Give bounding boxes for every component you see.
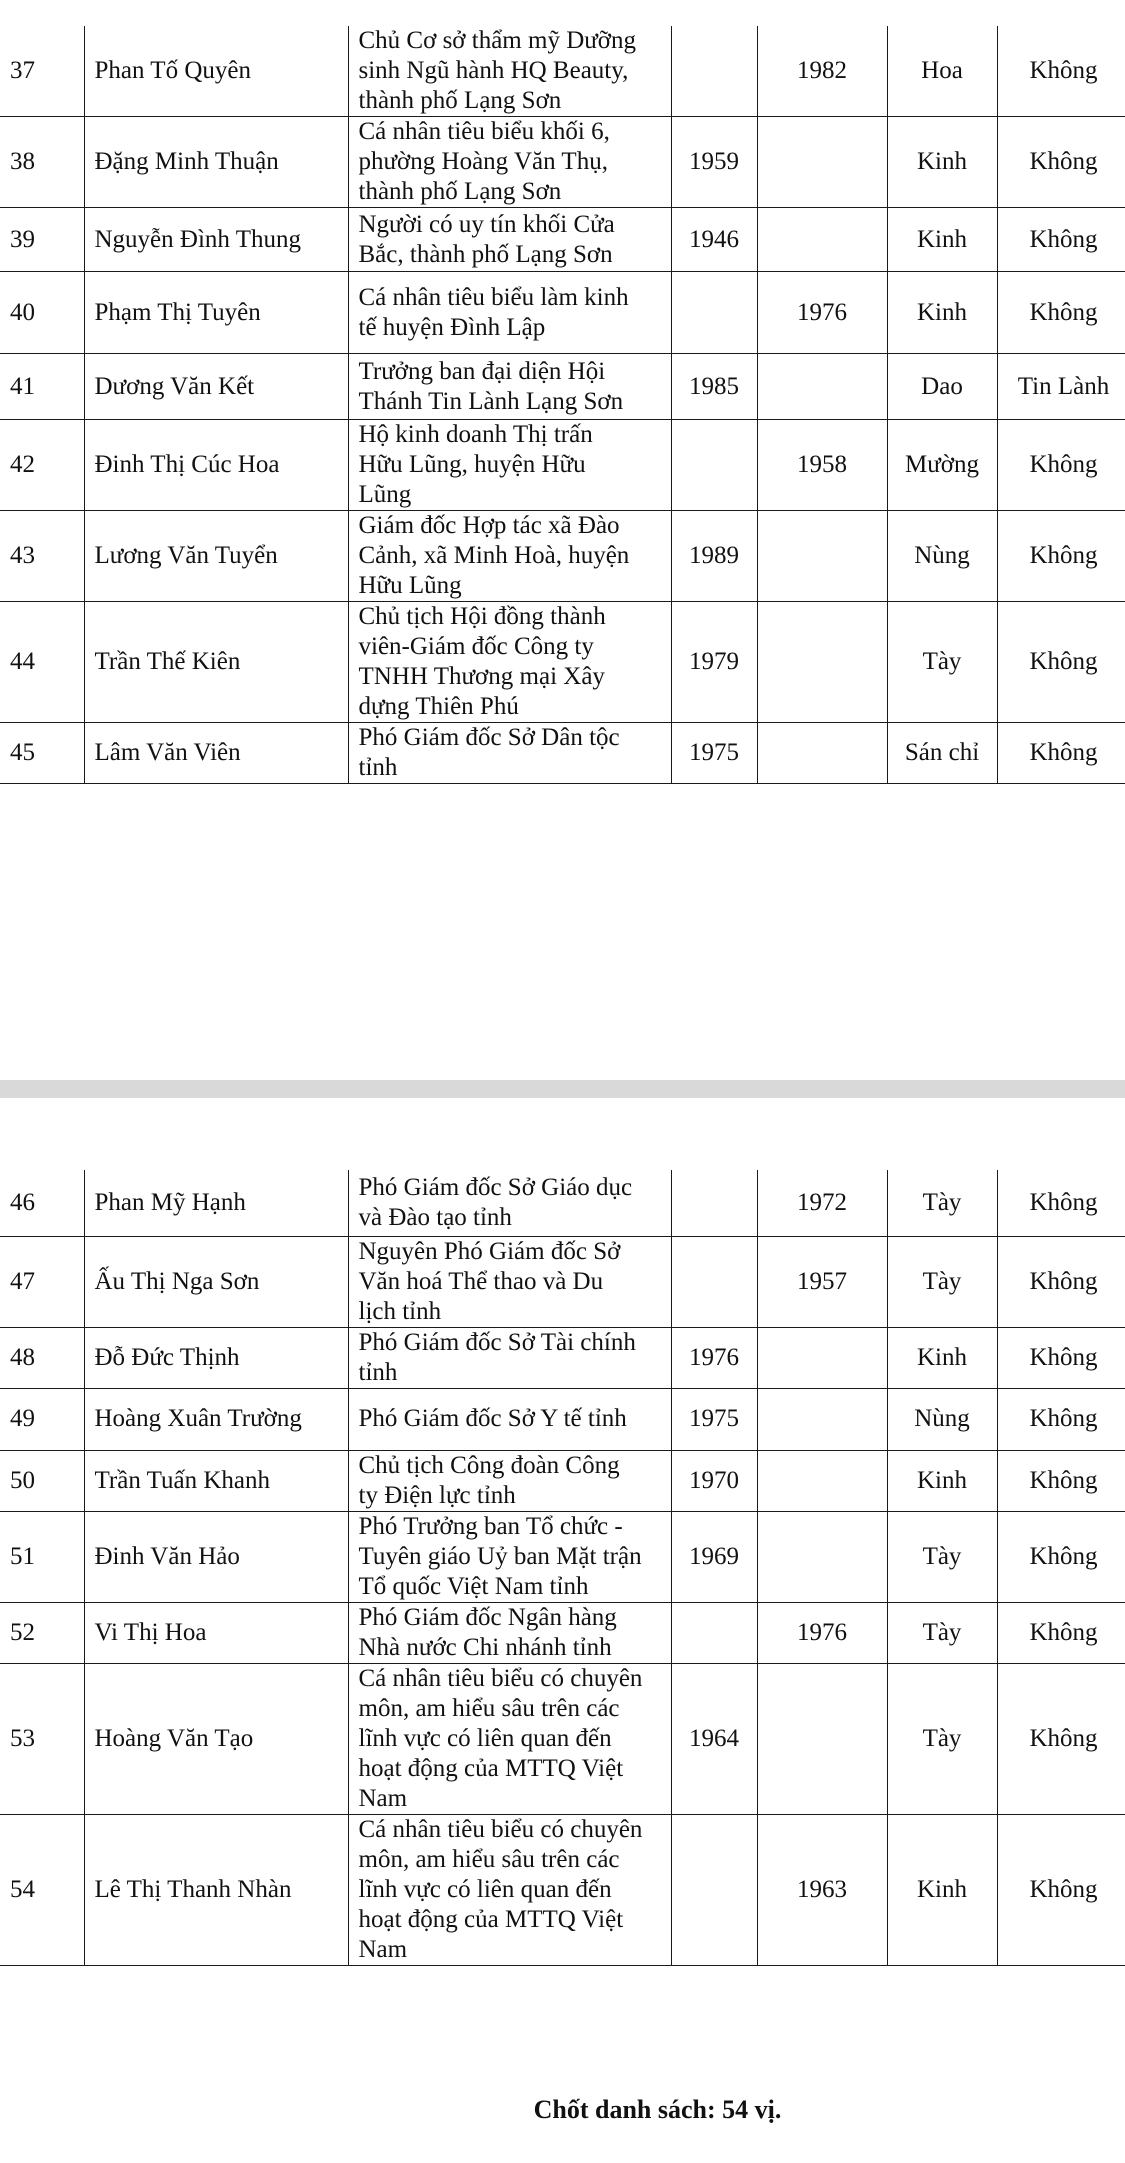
cell-ethnicity: Sán chỉ: [887, 723, 997, 784]
cell-index: 53: [0, 1663, 84, 1814]
cell-full-name: Đinh Văn Hảo: [84, 1511, 348, 1602]
cell-ethnicity: Mường: [887, 420, 997, 511]
cell-religion: Không: [997, 1450, 1125, 1511]
cell-birth-year-male: 1970: [671, 1450, 757, 1511]
cell-ethnicity: Kinh: [887, 117, 997, 208]
table-row: [0, 1327, 1125, 1388]
cell-religion: Không: [997, 26, 1125, 117]
cell-birth-year-male: 1969: [671, 1511, 757, 1602]
cell-ethnicity: Kinh: [887, 1327, 997, 1388]
table-row: [0, 1602, 1125, 1663]
cell-religion: Không: [997, 511, 1125, 602]
cell-religion: Không: [997, 117, 1125, 208]
table-row: [0, 1663, 1125, 1814]
cell-birth-year-male: [671, 272, 757, 354]
cell-position: [348, 26, 671, 117]
position-line: Phó Giám đốc Sở Y tế tỉnh: [358, 1405, 627, 1432]
cell-index: 49: [0, 1388, 84, 1450]
cell-ethnicity: Tày: [887, 1511, 997, 1602]
cell-birth-year-male: 1975: [671, 1388, 757, 1450]
cell-birth-year-female: 1976: [757, 1602, 887, 1663]
cell-full-name: Phan Tố Quyên: [84, 26, 348, 117]
cell-birth-year-male: [671, 420, 757, 511]
position-line: viên-Giám đốc Công ty: [358, 633, 594, 660]
cell-religion: Không: [997, 1663, 1125, 1814]
position-line: Tuyên giáo Uỷ ban Mặt trận: [358, 1542, 642, 1570]
cell-religion: Tin Lành: [997, 354, 1125, 420]
table-row: [0, 272, 1125, 354]
position-line: lĩnh vực có liên quan đến: [358, 1724, 612, 1752]
cell-position: [348, 1511, 671, 1602]
cell-ethnicity: Hoa: [887, 26, 997, 117]
cell-index: 48: [0, 1327, 84, 1388]
cell-religion: Không: [997, 420, 1125, 511]
cell-position: [348, 1450, 671, 1511]
cell-religion: Không: [997, 602, 1125, 723]
cell-birth-year-female: [757, 117, 887, 208]
position-line: Người có uy tín khối Cửa: [358, 210, 615, 238]
cell-religion: Không: [997, 723, 1125, 784]
page-separator: [0, 1080, 1125, 1098]
cell-full-name: Vi Thị Hoa: [84, 1602, 348, 1663]
cell-index: 42: [0, 420, 84, 511]
cell-birth-year-female: [757, 602, 887, 723]
position-line: môn, am hiểu sâu trên các: [358, 1694, 620, 1722]
cell-position: [348, 420, 671, 511]
cell-position: [348, 602, 671, 723]
cell-birth-year-male: [671, 1814, 757, 1965]
cell-full-name: Đặng Minh Thuận: [84, 117, 348, 208]
position-line: Cá nhân tiêu biểu khối 6,: [358, 118, 610, 145]
position-line: Tổ quốc Việt Nam tỉnh: [358, 1572, 589, 1600]
cell-birth-year-female: [757, 1511, 887, 1602]
position-line: Chủ tịch Hội đồng thành: [358, 603, 606, 630]
cell-position: [348, 511, 671, 602]
position-line: Nam: [358, 1784, 408, 1812]
position-line: và Đào tạo tỉnh: [358, 1203, 512, 1231]
cell-full-name: Đinh Thị Cúc Hoa: [84, 420, 348, 511]
cell-index: 44: [0, 602, 84, 723]
table-row: [0, 420, 1125, 511]
list-closing-note: [0, 2095, 1125, 2125]
position-line: Cảnh, xã Minh Hoà, huyện: [358, 542, 630, 569]
cell-birth-year-female: [757, 1663, 887, 1814]
cell-position: [348, 208, 671, 272]
position-line: Nam: [358, 1935, 408, 1963]
table-row: [0, 1170, 1125, 1236]
position-line: thành phố Lạng Sơn: [358, 178, 562, 205]
cell-index: 51: [0, 1511, 84, 1602]
cell-full-name: Phạm Thị Tuyên: [84, 272, 348, 354]
cell-full-name: Dương Văn Kết: [84, 354, 348, 420]
position-line: Giám đốc Hợp tác xã Đào: [358, 512, 620, 539]
cell-birth-year-female: [757, 1450, 887, 1511]
cell-ethnicity: Dao: [887, 354, 997, 420]
cell-full-name: Nguyễn Đình Thung: [84, 208, 348, 272]
cell-religion: Không: [997, 1170, 1125, 1236]
cell-index: 54: [0, 1814, 84, 1965]
position-line: ty Điện lực tỉnh: [358, 1481, 516, 1509]
cell-full-name: Đỗ Đức Thịnh: [84, 1327, 348, 1388]
position-line: Phó Giám đốc Ngân hàng: [358, 1603, 617, 1631]
cell-birth-year-female: 1972: [757, 1170, 887, 1236]
position-line: Trưởng ban đại diện Hội: [358, 357, 606, 385]
cell-index: 41: [0, 354, 84, 420]
position-line: Phó Giám đốc Sở Tài chính: [358, 1328, 636, 1356]
cell-position: [348, 1602, 671, 1663]
position-line: Nhà nước Chi nhánh tỉnh: [358, 1633, 612, 1661]
cell-birth-year-female: [757, 511, 887, 602]
cell-full-name: Lê Thị Thanh Nhàn: [84, 1814, 348, 1965]
position-line: Hộ kinh doanh Thị trấn: [358, 421, 593, 448]
cell-index: 47: [0, 1236, 84, 1327]
cell-ethnicity: Tày: [887, 1663, 997, 1814]
cell-index: 43: [0, 511, 84, 602]
cell-index: 40: [0, 272, 84, 354]
cell-religion: Không: [997, 1236, 1125, 1327]
table-row: [0, 1236, 1125, 1327]
position-line: Bắc, thành phố Lạng Sơn: [358, 240, 613, 268]
cell-birth-year-female: [757, 208, 887, 272]
table-row: [0, 511, 1125, 602]
cell-birth-year-female: 1976: [757, 272, 887, 354]
position-line: dựng Thiên Phú: [358, 693, 519, 720]
cell-ethnicity: Nùng: [887, 1388, 997, 1450]
position-line: phường Hoàng Văn Thụ,: [358, 148, 608, 175]
cell-birth-year-female: [757, 1388, 887, 1450]
cell-birth-year-male: 1964: [671, 1663, 757, 1814]
cell-full-name: Trần Tuấn Khanh: [84, 1450, 348, 1511]
table-row: [0, 1814, 1125, 1965]
cell-ethnicity: Tày: [887, 1602, 997, 1663]
cell-index: 50: [0, 1450, 84, 1511]
table-row: [0, 1511, 1125, 1602]
position-line: Hữu Lũng: [358, 572, 462, 599]
cell-birth-year-female: 1957: [757, 1236, 887, 1327]
roster-table-body: [0, 26, 1125, 784]
cell-birth-year-female: [757, 723, 887, 784]
cell-ethnicity: Kinh: [887, 1814, 997, 1965]
cell-full-name: Trần Thế Kiên: [84, 602, 348, 723]
cell-ethnicity: Nùng: [887, 511, 997, 602]
cell-position: [348, 1170, 671, 1236]
cell-full-name: Lương Văn Tuyển: [84, 511, 348, 602]
cell-birth-year-male: 1959: [671, 117, 757, 208]
position-line: tế huyện Đình Lập: [358, 313, 546, 341]
cell-birth-year-male: [671, 1236, 757, 1327]
cell-ethnicity: Kinh: [887, 208, 997, 272]
cell-full-name: Ấu Thị Nga Sơn: [84, 1236, 348, 1327]
cell-ethnicity: Tày: [887, 1170, 997, 1236]
cell-position: [348, 1663, 671, 1814]
cell-birth-year-female: 1982: [757, 26, 887, 117]
position-line: Phó Giám đốc Sở Giáo dục: [358, 1173, 633, 1201]
cell-index: 52: [0, 1602, 84, 1663]
position-line: Phó Giám đốc Sở Dân tộc: [358, 724, 620, 751]
cell-religion: Không: [997, 1327, 1125, 1388]
cell-birth-year-male: [671, 26, 757, 117]
position-line: Cá nhân tiêu biểu có chuyên: [358, 1815, 643, 1843]
cell-full-name: Phan Mỹ Hạnh: [84, 1170, 348, 1236]
table-row: [0, 26, 1125, 117]
cell-ethnicity: Tày: [887, 1236, 997, 1327]
position-line: Cá nhân tiêu biểu làm kinh: [358, 283, 629, 311]
position-line: Phó Trưởng ban Tổ chức -: [358, 1512, 623, 1540]
position-line: tỉnh: [358, 1358, 398, 1386]
cell-religion: Không: [997, 272, 1125, 354]
cell-index: 39: [0, 208, 84, 272]
cell-birth-year-male: 1976: [671, 1327, 757, 1388]
position-line: tỉnh: [358, 754, 398, 781]
position-line: lĩnh vực có liên quan đến: [358, 1875, 612, 1903]
cell-birth-year-male: 1946: [671, 208, 757, 272]
roster-table-page-2: [0, 1170, 1125, 1966]
position-line: hoạt động của MTTQ Việt: [358, 1754, 624, 1782]
cell-position: [348, 354, 671, 420]
cell-religion: Không: [997, 1602, 1125, 1663]
cell-position: [348, 117, 671, 208]
cell-index: 45: [0, 723, 84, 784]
position-line: Chủ tịch Công đoàn Công: [358, 1451, 620, 1479]
table-row: [0, 602, 1125, 723]
roster-table-page-1: [0, 26, 1125, 784]
cell-ethnicity: Tày: [887, 602, 997, 723]
cell-birth-year-female: 1963: [757, 1814, 887, 1965]
cell-full-name: Hoàng Văn Tạo: [84, 1663, 348, 1814]
cell-birth-year-male: 1989: [671, 511, 757, 602]
cell-index: 38: [0, 117, 84, 208]
cell-birth-year-female: [757, 354, 887, 420]
cell-full-name: Lâm Văn Viên: [84, 723, 348, 784]
table-row: [0, 1450, 1125, 1511]
position-line: môn, am hiểu sâu trên các: [358, 1845, 620, 1873]
cell-birth-year-male: 1975: [671, 723, 757, 784]
table-row: [0, 117, 1125, 208]
table-row: [0, 1388, 1125, 1450]
table-row: [0, 723, 1125, 784]
cell-birth-year-male: 1979: [671, 602, 757, 723]
cell-index: 46: [0, 1170, 84, 1236]
position-line: Hữu Lũng, huyện Hữu: [358, 451, 586, 478]
cell-position: [348, 1388, 671, 1450]
cell-religion: Không: [997, 1388, 1125, 1450]
cell-birth-year-male: [671, 1170, 757, 1236]
cell-ethnicity: Kinh: [887, 1450, 997, 1511]
position-line: sinh Ngũ hành HQ Beauty,: [358, 57, 629, 84]
position-line: Cá nhân tiêu biểu có chuyên: [358, 1664, 643, 1692]
position-line: TNHH Thương mại Xây: [358, 663, 605, 690]
closing-note-text: Chốt danh sách: 54 vị.: [533, 2095, 782, 2124]
position-line: lịch tỉnh: [358, 1297, 442, 1325]
cell-religion: Không: [997, 208, 1125, 272]
cell-birth-year-female: [757, 1327, 887, 1388]
roster-table-body: [0, 1170, 1125, 1965]
cell-index: 37: [0, 26, 84, 117]
table-row: [0, 208, 1125, 272]
position-line: Văn hoá Thể thao và Du: [358, 1267, 604, 1295]
position-line: Lũng: [358, 481, 412, 508]
cell-position: [348, 1814, 671, 1965]
position-line: Chủ Cơ sở thẩm mỹ Dưỡng: [358, 27, 637, 54]
cell-position: [348, 1327, 671, 1388]
cell-birth-year-female: 1958: [757, 420, 887, 511]
table-row: [0, 354, 1125, 420]
cell-religion: Không: [997, 1814, 1125, 1965]
cell-position: [348, 1236, 671, 1327]
cell-ethnicity: Kinh: [887, 272, 997, 354]
cell-birth-year-male: [671, 1602, 757, 1663]
cell-religion: Không: [997, 1511, 1125, 1602]
position-line: Nguyên Phó Giám đốc Sở: [358, 1237, 621, 1265]
cell-position: [348, 272, 671, 354]
position-line: thành phố Lạng Sơn: [358, 87, 562, 114]
position-line: hoạt động của MTTQ Việt: [358, 1905, 624, 1933]
position-line: Thánh Tin Lành Lạng Sơn: [358, 387, 624, 415]
cell-full-name: Hoàng Xuân Trường: [84, 1388, 348, 1450]
cell-position: [348, 723, 671, 784]
cell-birth-year-male: 1985: [671, 354, 757, 420]
